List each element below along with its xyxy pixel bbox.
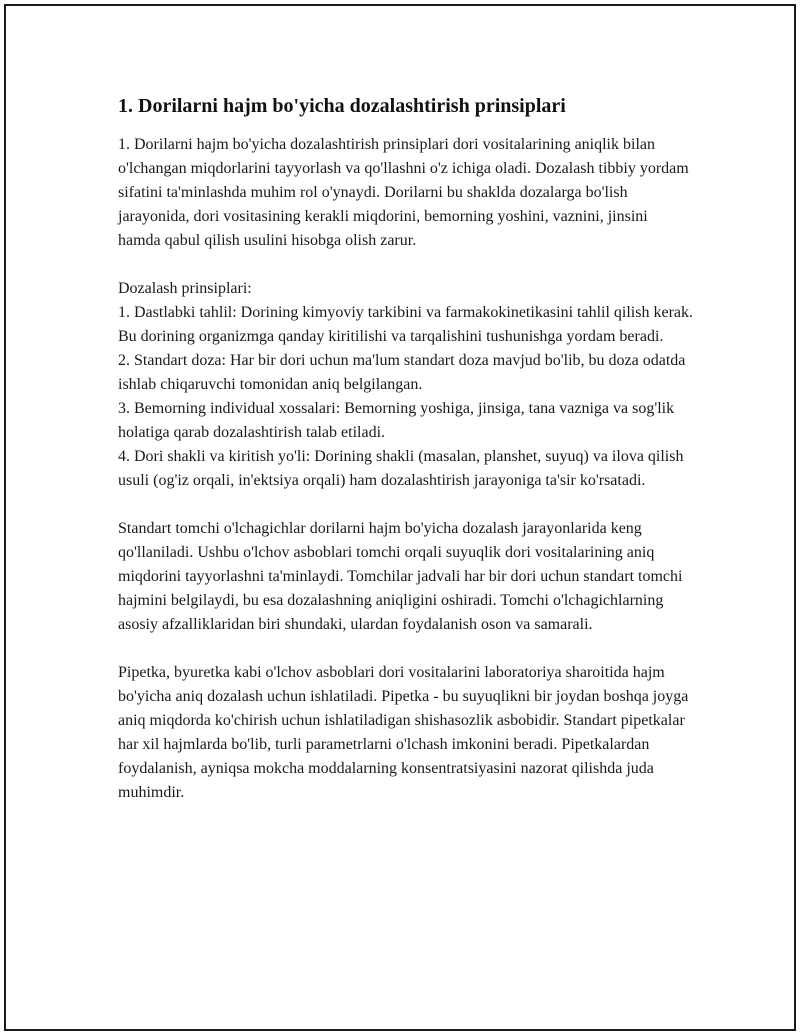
droppers-paragraph: Standart tomchi o'lchagichlar dorilarni hajm bo'yicha dozalash jarayonlarida keng qo'llaniladi. Ushbu o'lchov asboblari tomchi orqali suyuqlik dori vositalarining aniq miqdorini tayyorlashni ta'minlaydi. Tomchilar jadvali har bir dori uchun standart tomchi hajmini belgilaydi, bu esa dozalashning aniqligini oshiradi. Tomchi o'lchagichlarning asosiy afzalliklaridan biri shundaki, ulardan foydalanish oson va samarali. (118, 520, 683, 633)
paragraph-spacer (118, 253, 693, 277)
principles-title: Dozalash prinsiplari: (118, 280, 252, 297)
intro-paragraph: 1. Dorilarni hajm bo'yicha dozalashtirish prinsiplari dori vositalarining aniqlik bilan o'lchangan miqdorlarini tayyorlash va qo'llashni o'z ichiga oladi. Dozalash tibbiy yordam sifatini ta'minlashda muhim rol o'ynaydi. Dorilarni bu shaklda dozalarga bo'lish jarayonida, dori vositasining kerakli miqdorini, bemorning yoshini, vaznini, jinsini hamda qabul qilish usulini hisobga olish zarur. (118, 136, 689, 249)
principle-item-1: 1. Dastlabki tahlil: Dorining kimyoviy tarkibini va farmakokinetikasini tahlil qilish kerak. Bu dorining organizmga qanday kiritilishi va tarqalishini tushunishga yordam beradi. (118, 304, 694, 345)
document-body (118, 93, 693, 805)
paragraph-spacer (118, 493, 693, 517)
paragraph-spacer (118, 637, 693, 661)
principle-item-2: 2. Standart doza: Har bir dori uchun ma'lum standart doza mavjud bo'lib, bu doza odatda ishlab chiqaruvchi tomonidan aniq belgilangan. (118, 352, 686, 393)
principle-item-3: 3. Bemorning individual xossalari: Bemorning yoshiga, jinsiga, tana vazniga va sog'lik holatiga qarab dozalashtirish talab etiladi. (118, 400, 675, 441)
document-heading: 1. Dorilarni hajm bo'yicha dozalashtirish prinsiplari (118, 95, 566, 117)
pipettes-paragraph: Pipetka, byuretka kabi o'lchov asboblari dori vositalarini laboratoriya sharoitida hajm bo'yicha aniq dozalash uchun ishlatiladi. Pipetka - bu suyuqlikni bir joydan boshqa joyga aniq miqdorda ko'chirish uchun ishlatiladigan shishasozlik asbobidir. Standart pipetkalar har xil hajmlarda bo'lib, turli parametrlarni o'lchash imkonini beradi. Pipetkalardan foydalanish, ayniqsa mokcha moddalarning konsentratsiyasini nazorat qilishda juda muhimdir. (118, 664, 689, 801)
principle-item-4: 4. Dori shakli va kiritish yo'li: Dorining shakli (masalan, planshet, suyuq) va ilova qilish usuli (og'iz orqali, in'ektsiya orqali) ham dozalashtirish jarayoniga ta'sir ko'rsatadi. (118, 448, 684, 489)
